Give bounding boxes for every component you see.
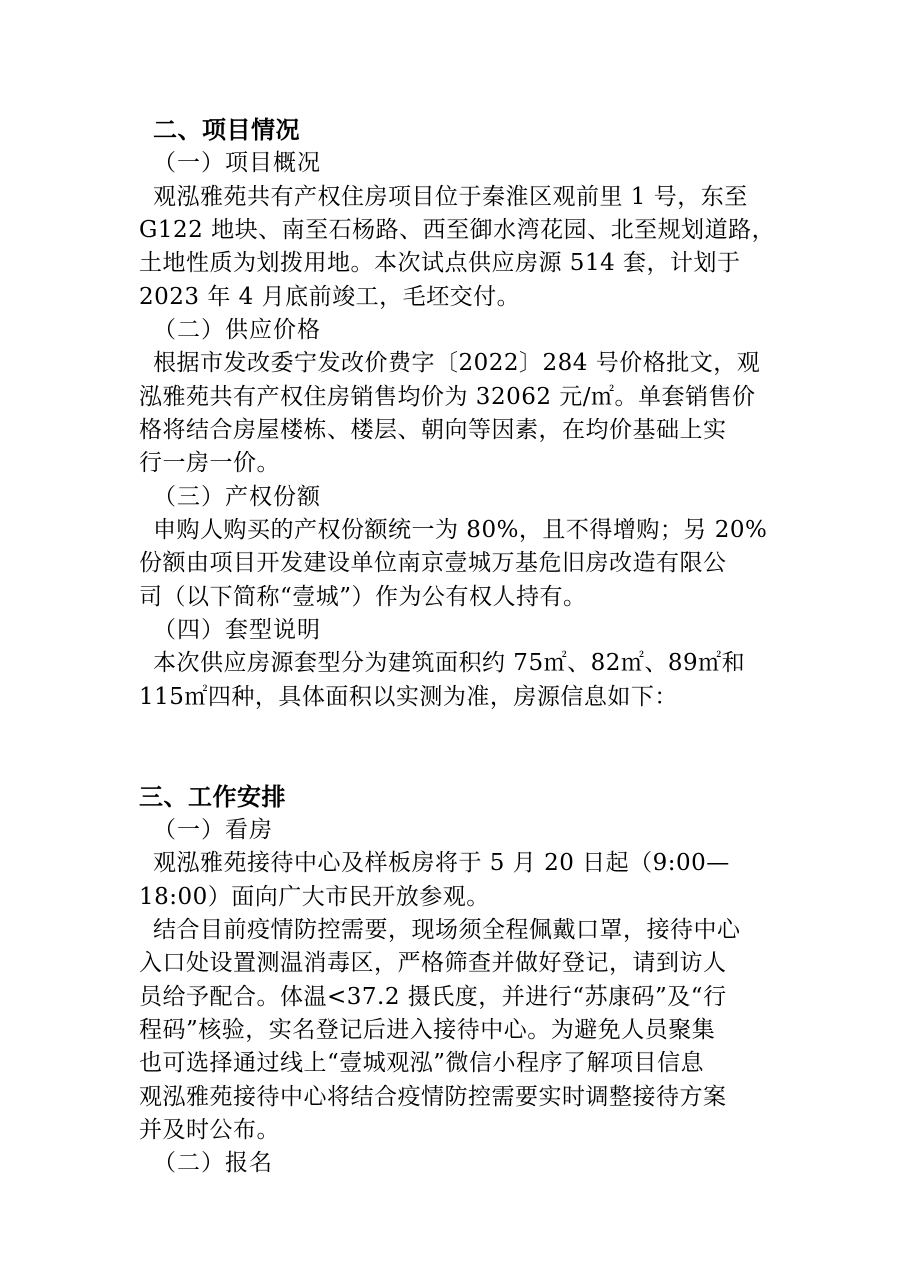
paragraph-line: 格将结合房屋楼栋、楼层、朝向等因素，在均价基础上实 xyxy=(139,417,727,443)
paragraph-line: 根据市发改委宁发改价费字〔2022〕284 号价格批文，观 xyxy=(153,350,761,376)
paragraph-line: 并及时公布。 xyxy=(139,1117,280,1143)
paragraph-line: 观泓雅苑共有产权住房项目位于秦淮区观前里 1 号，东至 xyxy=(153,184,748,210)
paragraph-line: 行一房一价。 xyxy=(139,450,280,476)
paragraph-line: 也可选择通过线上“壹城观泓”微信小程序了解项目信息 xyxy=(139,1050,705,1076)
paragraph-line: 115㎡四种，具体面积以实测为准，房源信息如下： xyxy=(139,684,678,710)
subsection-title: （四）套型说明 xyxy=(153,617,321,643)
paragraph-line: 土地性质为划拨用地。本次试点供应房源 514 套，计划于 xyxy=(139,250,741,276)
section-heading: 二、项目情况 xyxy=(153,115,300,144)
paragraph-line: 泓雅苑共有产权住房销售均价为 32062 元/㎡。单套销售价 xyxy=(139,384,756,410)
subsection-title: （二）供应价格 xyxy=(153,317,321,343)
paragraph-line: 司（以下简称“壹城”）作为公有权人持有。 xyxy=(139,584,587,610)
subsection-title: （二）报名 xyxy=(153,1150,273,1176)
paragraph-line: 18:00）面向广大市民开放参观。 xyxy=(139,884,490,910)
paragraph-line: 员给予配合。体温<37.2 摄氏度，并进行“苏康码”及“行 xyxy=(139,984,727,1010)
paragraph-line: 申购人购买的产权份额统一为 80%，且不得增购；另 20% xyxy=(153,517,768,543)
subsection-title: （一）看房 xyxy=(153,817,273,843)
section-heading: 三、工作安排 xyxy=(139,782,286,811)
subsection-title: （一）项目概况 xyxy=(153,150,321,176)
paragraph-line: 2023 年 4 月底前竣工，毛坯交付。 xyxy=(139,284,521,310)
paragraph-line: G122 地块、南至石杨路、西至御水湾花园、北至规划道路， xyxy=(139,217,776,243)
subsection-title: （三）产权份额 xyxy=(153,484,321,510)
paragraph-line: 观泓雅苑接待中心将结合疫情防控需要实时调整接待方案 xyxy=(139,1084,727,1110)
paragraph-line: 结合目前疫情防控需要，现场须全程佩戴口罩，接待中心 xyxy=(153,917,741,943)
paragraph-line: 观泓雅苑接待中心及样板房将于 5 月 20 日起（9:00— xyxy=(153,850,730,876)
paragraph-line: 入口处设置测温消毒区，严格筛查并做好登记，请到访人 xyxy=(139,950,727,976)
paragraph-line: 本次供应房源套型分为建筑面积约 75㎡、82㎡、89㎡和 xyxy=(153,650,746,676)
paragraph-line: 份额由项目开发建设单位南京壹城万基危旧房改造有限公 xyxy=(139,550,727,576)
paragraph-line: 程码”核验，实名登记后进入接待中心。为避免人员聚集 xyxy=(139,1017,716,1043)
